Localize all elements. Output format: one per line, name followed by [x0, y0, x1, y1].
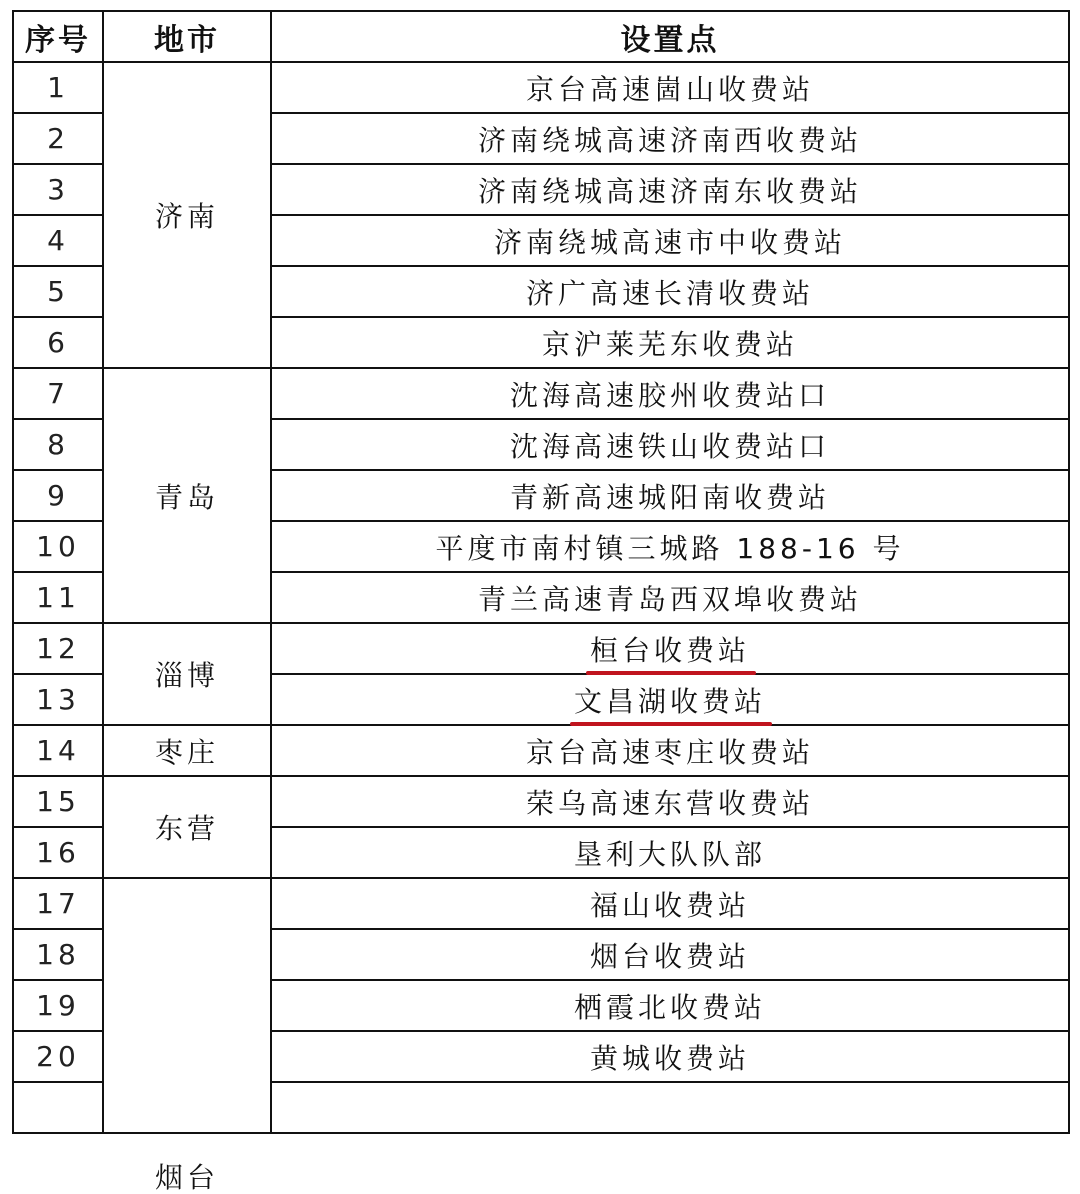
row-no: 8: [13, 419, 103, 470]
row-site: 京台高速枣庄收费站: [271, 725, 1069, 776]
table-row: [13, 725, 1069, 776]
row-no: 10: [13, 521, 103, 572]
row-site: 黄城收费站: [271, 1031, 1069, 1082]
city-cell-qingdao: 青岛: [103, 368, 271, 623]
row-site: 京台高速崮山收费站: [271, 62, 1069, 113]
row-no: 12: [13, 623, 103, 674]
row-site: 栖霞北收费站: [271, 980, 1069, 1031]
row-site: 济南绕城高速济南东收费站: [271, 164, 1069, 215]
city-cell-zibo: 淄博: [103, 623, 271, 725]
row-site: 济广高速长清收费站: [271, 266, 1069, 317]
row-site: 沈海高速铁山收费站口: [271, 419, 1069, 470]
row-no: 18: [13, 929, 103, 980]
checkpoint-table-container: [12, 10, 1068, 1194]
table-row: [13, 776, 1069, 827]
row-site: 济南绕城高速市中收费站: [271, 215, 1069, 266]
row-no: 1: [13, 62, 103, 113]
city-cell-yantai: [103, 878, 271, 1194]
row-site: 荣乌高速东营收费站: [271, 776, 1069, 827]
row-no: 16: [13, 827, 103, 878]
row-site: 垦利大队队部: [271, 827, 1069, 878]
row-site: 京沪莱芜东收费站: [271, 317, 1069, 368]
row-no: 4: [13, 215, 103, 266]
table-header-row: [13, 11, 1069, 62]
underlined-site: 文昌湖收费站: [574, 680, 766, 720]
header-no: 序号: [13, 11, 103, 62]
row-no: 17: [13, 878, 103, 929]
row-site: 烟台收费站: [271, 929, 1069, 980]
city-name-yantai: 烟台: [154, 1160, 219, 1194]
row-no: 2: [13, 113, 103, 164]
row-site: 济南绕城高速济南西收费站: [271, 113, 1069, 164]
city-cell-dongying: 东营: [103, 776, 271, 878]
header-site: 设置点: [271, 11, 1069, 62]
row-no: [13, 1082, 103, 1133]
city-cell-zaozhuang: 枣庄: [103, 725, 271, 776]
table-row: [13, 62, 1069, 113]
row-site: 福山收费站: [271, 878, 1069, 929]
row-no: 9: [13, 470, 103, 521]
row-no: 6: [13, 317, 103, 368]
checkpoint-table: [12, 10, 1070, 1194]
row-no: 15: [13, 776, 103, 827]
row-no: 20: [13, 1031, 103, 1082]
row-site-cell: [271, 674, 1069, 725]
row-no: 5: [13, 266, 103, 317]
row-site: 沈海高速胶州收费站口: [271, 368, 1069, 419]
city-cell-jinan: 济南: [103, 62, 271, 368]
row-site: 青兰高速青岛西双埠收费站: [271, 572, 1069, 623]
row-site-cell: [271, 623, 1069, 674]
header-city: 地市: [103, 11, 271, 62]
underlined-site: 桓台收费站: [590, 629, 750, 669]
row-site: 青新高速城阳南收费站: [271, 470, 1069, 521]
row-no: 19: [13, 980, 103, 1031]
row-no: 13: [13, 674, 103, 725]
row-no: 3: [13, 164, 103, 215]
row-site: 平度市南村镇三城路 188-16 号: [271, 521, 1069, 572]
row-no: 14: [13, 725, 103, 776]
row-no: 11: [13, 572, 103, 623]
table-row: [13, 368, 1069, 419]
table-row: [13, 878, 1069, 929]
table-row: [13, 623, 1069, 674]
row-no: 7: [13, 368, 103, 419]
row-site: [271, 1082, 1069, 1133]
